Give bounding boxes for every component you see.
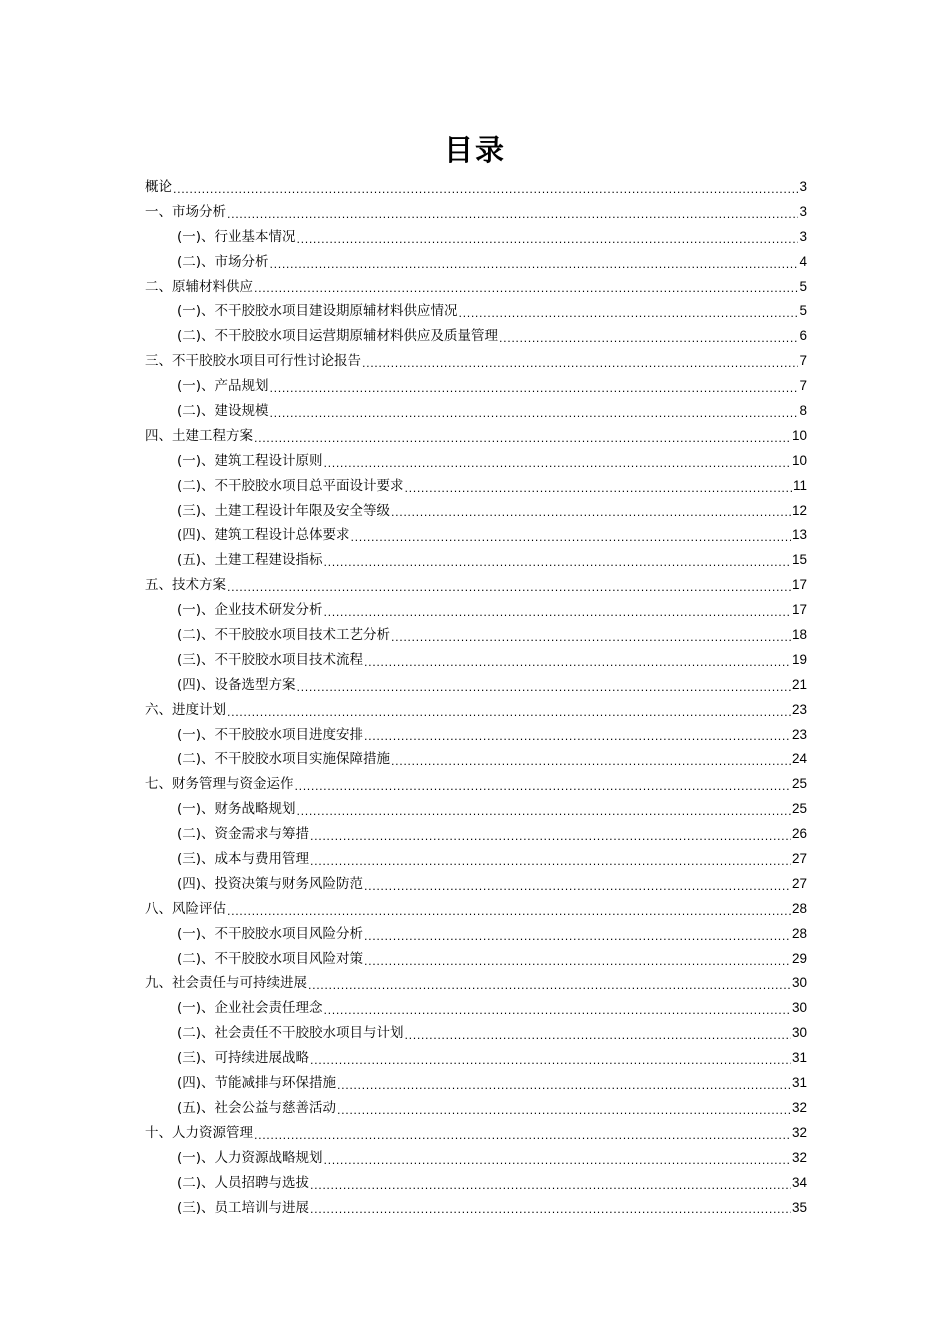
toc-dot-leader xyxy=(324,553,791,573)
toc-entry-page-number: 30 xyxy=(791,1025,807,1041)
toc-entry[interactable] xyxy=(145,175,807,200)
toc-entry[interactable] xyxy=(145,1021,807,1046)
toc-entry-label: (二)、建设规模 xyxy=(177,403,269,419)
toc-entry[interactable] xyxy=(145,1096,807,1121)
toc-entry[interactable] xyxy=(145,374,807,399)
toc-entry-label: 六、进度计划 xyxy=(145,701,226,718)
toc-entry[interactable] xyxy=(145,250,807,275)
toc-entry[interactable] xyxy=(145,275,807,300)
toc-entry[interactable] xyxy=(145,324,807,349)
toc-entry-page-number: 17 xyxy=(791,577,807,593)
toc-entry-label: 四、土建工程方案 xyxy=(145,427,253,444)
toc-entry-page-number: 25 xyxy=(791,776,807,792)
toc-entry-page-number: 8 xyxy=(799,403,807,418)
toc-entry-label: (二)、人员招聘与选拔 xyxy=(177,1174,310,1191)
toc-entry-label: 七、财务管理与资金运作 xyxy=(145,776,294,793)
toc-entry[interactable] xyxy=(145,499,807,524)
toc-dot-leader xyxy=(362,354,798,374)
toc-dot-leader xyxy=(308,976,791,996)
toc-entry-label: (二)、不干胶胶水项目实施保障措施 xyxy=(177,751,391,768)
toc-entry-label: (四)、投资决策与财务风险防范 xyxy=(177,875,364,892)
toc-dot-leader xyxy=(324,1151,791,1171)
toc-dot-leader xyxy=(499,329,798,349)
toc-entry[interactable] xyxy=(145,399,807,424)
toc-entry-page-number: 34 xyxy=(791,1174,807,1190)
toc-entry-page-number: 26 xyxy=(791,826,807,842)
toc-entry[interactable] xyxy=(145,1046,807,1071)
toc-entry[interactable] xyxy=(145,1121,807,1146)
toc-dot-leader xyxy=(391,503,791,523)
toc-entry-label: (二)、不干胶胶水项目技术工艺分析 xyxy=(177,627,391,644)
toc-dot-leader xyxy=(227,205,798,225)
toc-entry[interactable] xyxy=(145,698,807,723)
toc-entry[interactable] xyxy=(145,1071,807,1096)
toc-entry[interactable] xyxy=(145,673,807,698)
toc-entry[interactable] xyxy=(145,772,807,797)
toc-entry-label: (四)、节能减排与环保措施 xyxy=(177,1075,337,1092)
toc-dot-leader xyxy=(310,1051,791,1071)
toc-entry-page-number: 23 xyxy=(791,701,807,717)
toc-dot-leader xyxy=(297,802,791,822)
toc-dot-leader xyxy=(297,230,799,250)
toc-dot-leader xyxy=(254,279,798,299)
toc-entry-page-number: 21 xyxy=(791,676,807,692)
toc-dot-leader xyxy=(310,1200,791,1220)
toc-entry[interactable] xyxy=(145,723,807,748)
toc-entry-label: (四)、设备选型方案 xyxy=(177,676,296,693)
toc-dot-leader xyxy=(391,628,791,648)
toc-entry[interactable] xyxy=(145,623,807,648)
toc-dot-leader xyxy=(364,653,791,673)
toc-dot-leader xyxy=(227,703,791,723)
toc-entry-label: (三)、可持续进展战略 xyxy=(177,1050,310,1067)
toc-entry-label: (三)、不干胶胶水项目技术流程 xyxy=(177,651,364,668)
toc-entry-page-number: 4 xyxy=(799,253,807,269)
toc-entry[interactable] xyxy=(145,573,807,598)
toc-entry-label: 九、社会责任与可持续进展 xyxy=(145,975,307,992)
toc-entry[interactable] xyxy=(145,424,807,449)
toc-entry[interactable] xyxy=(145,299,807,324)
toc-entry[interactable] xyxy=(145,523,807,548)
toc-entry-label: (一)、建筑工程设计原则 xyxy=(177,452,323,469)
toc-entry-label: (五)、土建工程建设指标 xyxy=(177,552,323,569)
toc-entry-page-number: 12 xyxy=(791,502,807,518)
toc-entry[interactable] xyxy=(145,474,807,499)
toc-entry-page-number: 30 xyxy=(791,1000,807,1016)
toc-entry-label: 概论 xyxy=(145,178,172,195)
toc-entry-label: (一)、企业技术研发分析 xyxy=(177,602,323,619)
toc-entry-page-number: 7 xyxy=(799,378,807,394)
toc-entry-label: (三)、成本与费用管理 xyxy=(177,851,310,868)
toc-entry-page-number: 15 xyxy=(791,552,807,568)
toc-entry-label: (二)、不干胶胶水项目运营期原辅材料供应及质量管理 xyxy=(177,328,499,345)
toc-entry[interactable] xyxy=(145,449,807,474)
toc-entry-page-number: 10 xyxy=(791,427,807,443)
toc-entry-page-number: 25 xyxy=(791,801,807,817)
page-title: 目录 xyxy=(443,133,506,167)
toc-entry-label: (一)、不干胶胶水项目进度安排 xyxy=(177,726,364,743)
toc-dot-leader xyxy=(310,1176,791,1196)
toc-entry[interactable] xyxy=(145,797,807,822)
toc-entry[interactable] xyxy=(145,1171,807,1196)
toc-dot-leader xyxy=(324,454,791,474)
toc-entry[interactable] xyxy=(145,822,807,847)
toc-entry-label: 一、市场分析 xyxy=(145,203,226,220)
toc-dot-leader xyxy=(391,752,791,772)
toc-dot-leader xyxy=(270,404,799,424)
toc-dot-leader xyxy=(324,603,791,623)
toc-dot-leader xyxy=(405,479,792,499)
toc-entry-label: (四)、建筑工程设计总体要求 xyxy=(177,527,350,544)
toc-entry-page-number: 3 xyxy=(799,228,807,244)
toc-entry[interactable] xyxy=(145,598,807,623)
toc-dot-leader xyxy=(310,827,791,847)
toc-entry-page-number: 5 xyxy=(799,303,807,319)
toc-dot-leader xyxy=(227,902,791,922)
toc-dot-leader xyxy=(405,1026,791,1046)
toc-dot-leader xyxy=(297,678,791,698)
toc-entry-page-number: 28 xyxy=(791,925,807,941)
toc-entry[interactable] xyxy=(145,847,807,872)
toc-dot-leader xyxy=(270,379,799,399)
toc-entry-page-number: 31 xyxy=(791,1075,807,1091)
toc-entry-page-number: 32 xyxy=(791,1124,807,1140)
toc-entry[interactable] xyxy=(145,1146,807,1171)
toc-entry-page-number: 27 xyxy=(791,851,807,867)
toc-entry-page-number: 3 xyxy=(799,178,807,194)
toc-entry-page-number: 32 xyxy=(791,1149,807,1165)
toc-dot-leader xyxy=(364,952,791,972)
toc-entry-page-number: 32 xyxy=(791,1099,807,1115)
toc-entry[interactable] xyxy=(145,349,807,374)
toc-entry[interactable] xyxy=(145,747,807,772)
toc-entry[interactable] xyxy=(145,972,807,997)
toc-entry[interactable] xyxy=(145,996,807,1021)
toc-entry-page-number: 29 xyxy=(791,950,807,966)
toc-dot-leader xyxy=(337,1076,791,1096)
toc-dot-leader xyxy=(337,1101,791,1121)
toc-dot-leader xyxy=(364,927,791,947)
toc-entry[interactable] xyxy=(145,1196,807,1221)
toc-entry-label: (一)、人力资源战略规划 xyxy=(177,1149,323,1166)
toc-entry[interactable] xyxy=(145,648,807,673)
toc-entry[interactable] xyxy=(145,225,807,250)
toc-entry-label: (二)、社会责任不干胶胶水项目与计划 xyxy=(177,1025,404,1042)
toc-entry-label: (一)、财务战略规划 xyxy=(177,801,296,818)
toc-entry[interactable] xyxy=(145,872,807,897)
toc-entry-page-number: 10 xyxy=(791,452,807,468)
toc-entry-page-number: 17 xyxy=(791,602,807,618)
toc-dot-leader xyxy=(254,429,791,449)
toc-dot-leader xyxy=(227,578,791,598)
toc-dot-leader xyxy=(310,852,791,872)
toc-entry-label: (一)、不干胶胶水项目风险分析 xyxy=(177,925,364,942)
toc-entry-page-number: 24 xyxy=(791,751,807,767)
toc-entry[interactable] xyxy=(145,897,807,922)
toc-entry-page-number: 35 xyxy=(791,1199,807,1215)
toc-dot-leader xyxy=(351,528,791,548)
toc-entry-label: (一)、行业基本情况 xyxy=(177,228,296,245)
toc-entry-label: (一)、企业社会责任理念 xyxy=(177,1000,323,1017)
table-of-contents xyxy=(145,175,807,1220)
toc-entry-label: (二)、资金需求与筹措 xyxy=(177,826,310,843)
toc-entry-page-number: 11 xyxy=(792,477,807,493)
toc-entry-page-number: 6 xyxy=(799,328,807,344)
toc-entry-label: (二)、不干胶胶水项目总平面设计要求 xyxy=(177,477,404,494)
toc-dot-leader xyxy=(295,777,791,797)
toc-entry-label: (一)、不干胶胶水项目建设期原辅材料供应情况 xyxy=(177,303,458,320)
toc-entry-label: 五、技术方案 xyxy=(145,577,226,594)
toc-entry-page-number: 5 xyxy=(799,278,807,294)
toc-entry-page-number: 7 xyxy=(799,353,807,369)
toc-entry-label: (二)、市场分析 xyxy=(177,253,269,270)
toc-dot-leader xyxy=(364,727,791,747)
toc-dot-leader xyxy=(324,1001,791,1021)
toc-entry-label: 三、不干胶胶水项目可行性讨论报告 xyxy=(145,353,361,370)
toc-entry-page-number: 31 xyxy=(791,1050,807,1066)
toc-entry-page-number: 23 xyxy=(791,726,807,742)
toc-entry-label: (二)、不干胶胶水项目风险对策 xyxy=(177,950,364,967)
toc-entry[interactable] xyxy=(145,548,807,573)
toc-entry-label: (一)、产品规划 xyxy=(177,378,269,395)
toc-entry-page-number: 3 xyxy=(799,203,807,219)
toc-entry-label: (三)、土建工程设计年限及安全等级 xyxy=(177,502,391,519)
toc-entry[interactable] xyxy=(145,947,807,972)
toc-dot-leader xyxy=(364,877,791,897)
toc-entry[interactable] xyxy=(145,922,807,947)
toc-entry-page-number: 27 xyxy=(791,875,807,891)
toc-dot-leader xyxy=(254,1126,791,1146)
toc-entry-label: 二、原辅材料供应 xyxy=(145,278,253,295)
toc-entry-label: 八、风险评估 xyxy=(145,900,226,917)
toc-entry-label: (三)、员工培训与进展 xyxy=(177,1199,310,1216)
toc-entry-page-number: 19 xyxy=(791,651,807,667)
toc-entry[interactable] xyxy=(145,200,807,225)
toc-entry-page-number: 18 xyxy=(791,627,807,643)
toc-entry-label: 十、人力资源管理 xyxy=(145,1124,253,1141)
toc-dot-leader xyxy=(270,255,799,275)
toc-entry-page-number: 13 xyxy=(791,527,807,543)
toc-dot-leader xyxy=(459,304,799,324)
toc-entry-page-number: 30 xyxy=(791,975,807,991)
toc-entry-page-number: 28 xyxy=(791,900,807,916)
toc-dot-leader xyxy=(173,180,798,200)
toc-entry-label: (五)、社会公益与慈善活动 xyxy=(177,1099,337,1116)
